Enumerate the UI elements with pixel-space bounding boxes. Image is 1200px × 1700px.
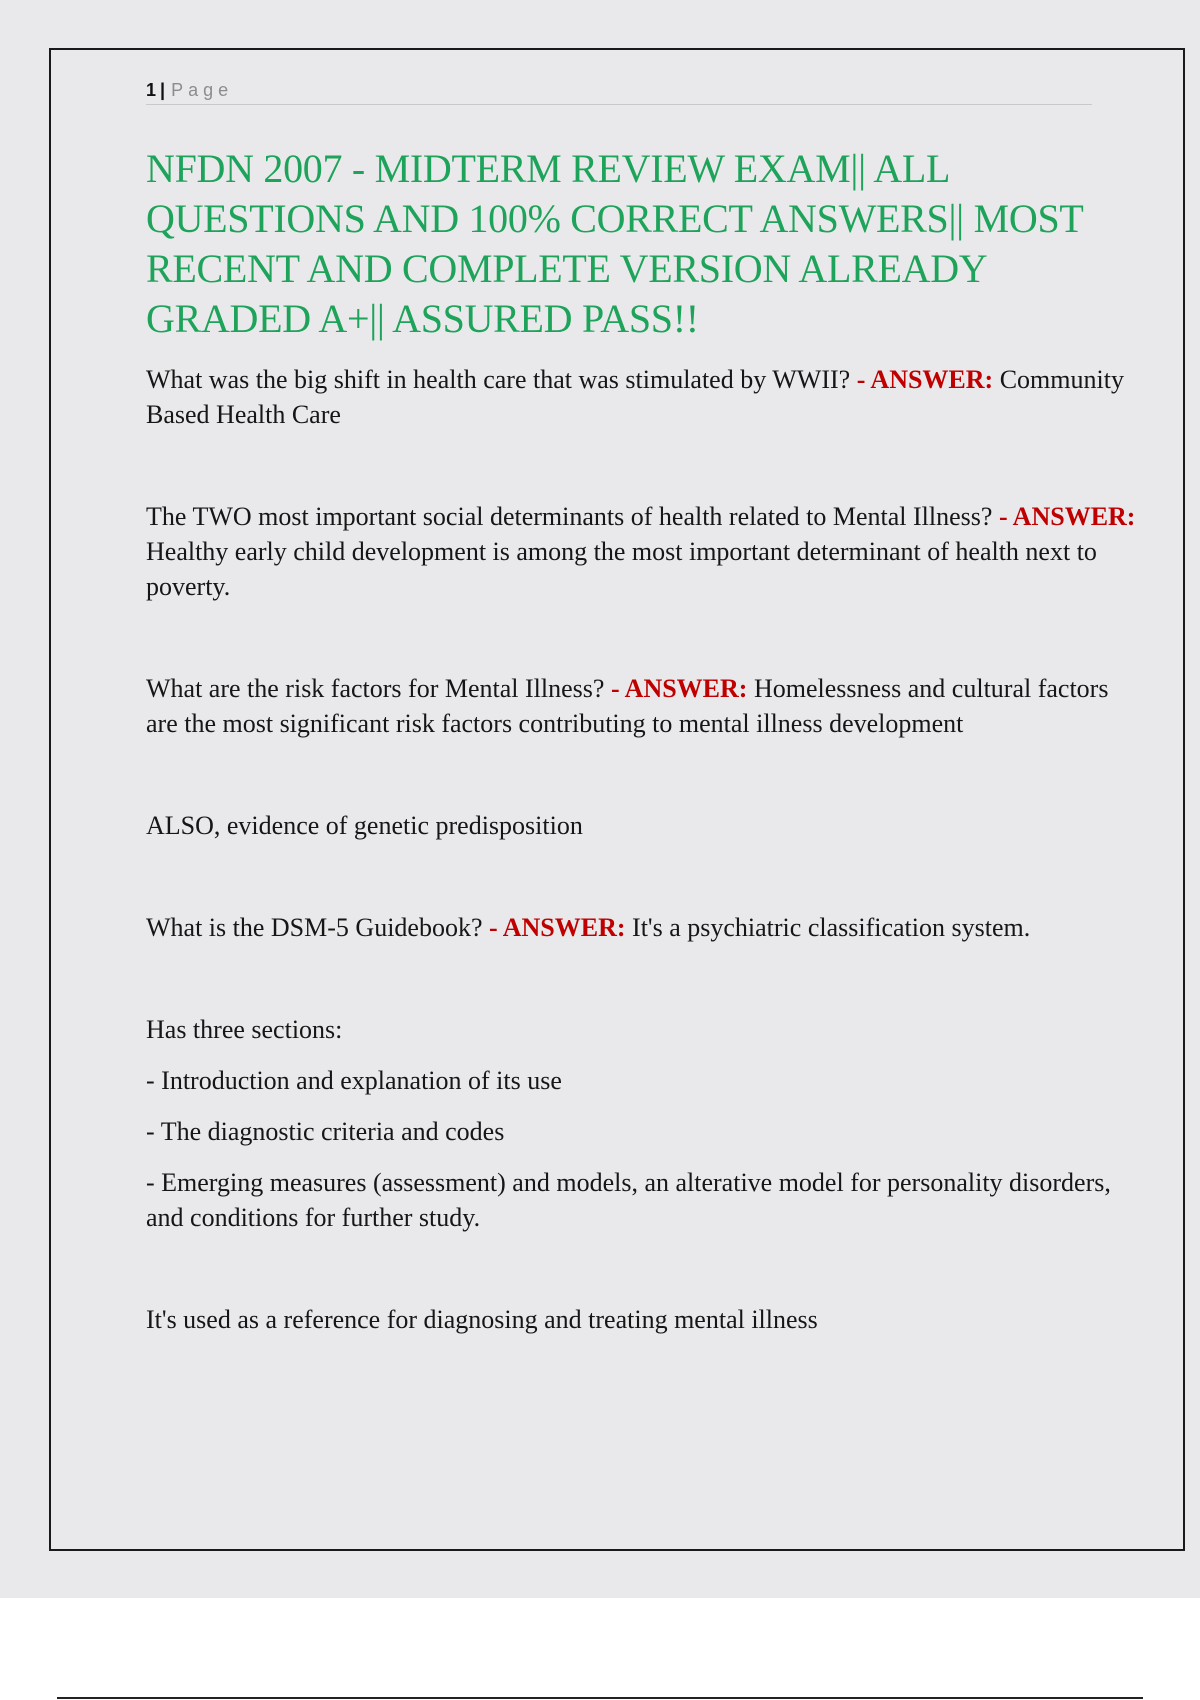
qa-item-3 [146, 671, 1136, 741]
question-text: What was the big shift in health care that was stimulated by WWII? [146, 365, 851, 394]
list-item: - Emerging measures (assessment) and models, an alterative model for personality disorders, and conditions for further study. [146, 1168, 1111, 1232]
qa-item-2 [146, 499, 1136, 604]
question-text: The TWO most important social determinants of health related to Mental Illness? [146, 502, 993, 531]
sections-heading: Has three sections: [146, 1015, 343, 1044]
answer-text: Healthy early child development is among the most important determinant of health next to poverty. [146, 537, 1097, 601]
question-text: What is the DSM-5 Guidebook? [146, 913, 483, 942]
page-header-separator: | [160, 80, 166, 100]
question-text: What are the risk factors for Mental Illness? [146, 674, 605, 703]
page-number: 1 [146, 80, 157, 100]
document-title: NFDN 2007 - MIDTERM REVIEW EXAM|| ALL QUESTIONS AND 100% CORRECT ANSWERS|| MOST RECENT AND COMPLETE VERSION ALREADY GRADED A+|| ASSURED PASS!! [146, 146, 1083, 341]
page-header [146, 76, 1092, 105]
answer-label: - ANSWER: [856, 365, 994, 394]
closing-paragraph: It's used as a reference for diagnosing and treating mental illness [146, 1305, 818, 1334]
answer-text: Homelessness and cultural factors are the most significant risk factors contributing to mental illness development [146, 674, 1109, 738]
page-label: Page [171, 80, 234, 100]
answer-text: It's a psychiatric classification system. [632, 913, 1031, 942]
answer-text: Community Based Health Care [146, 365, 1124, 429]
qa-item-4 [146, 910, 1136, 945]
answer-label: - ANSWER: [489, 913, 626, 942]
bottom-divider [57, 1697, 1143, 1699]
list-item: - Introduction and explanation of its use [146, 1066, 562, 1095]
page-border [49, 48, 1185, 1551]
qa-item-1 [146, 362, 1136, 432]
answer-label: - ANSWER: [998, 502, 1136, 531]
page-content [146, 144, 1136, 1337]
list-item: - The diagnostic criteria and codes [146, 1117, 505, 1146]
note-paragraph: ALSO, evidence of genetic predisposition [146, 811, 583, 840]
answer-label: - ANSWER: [610, 674, 748, 703]
